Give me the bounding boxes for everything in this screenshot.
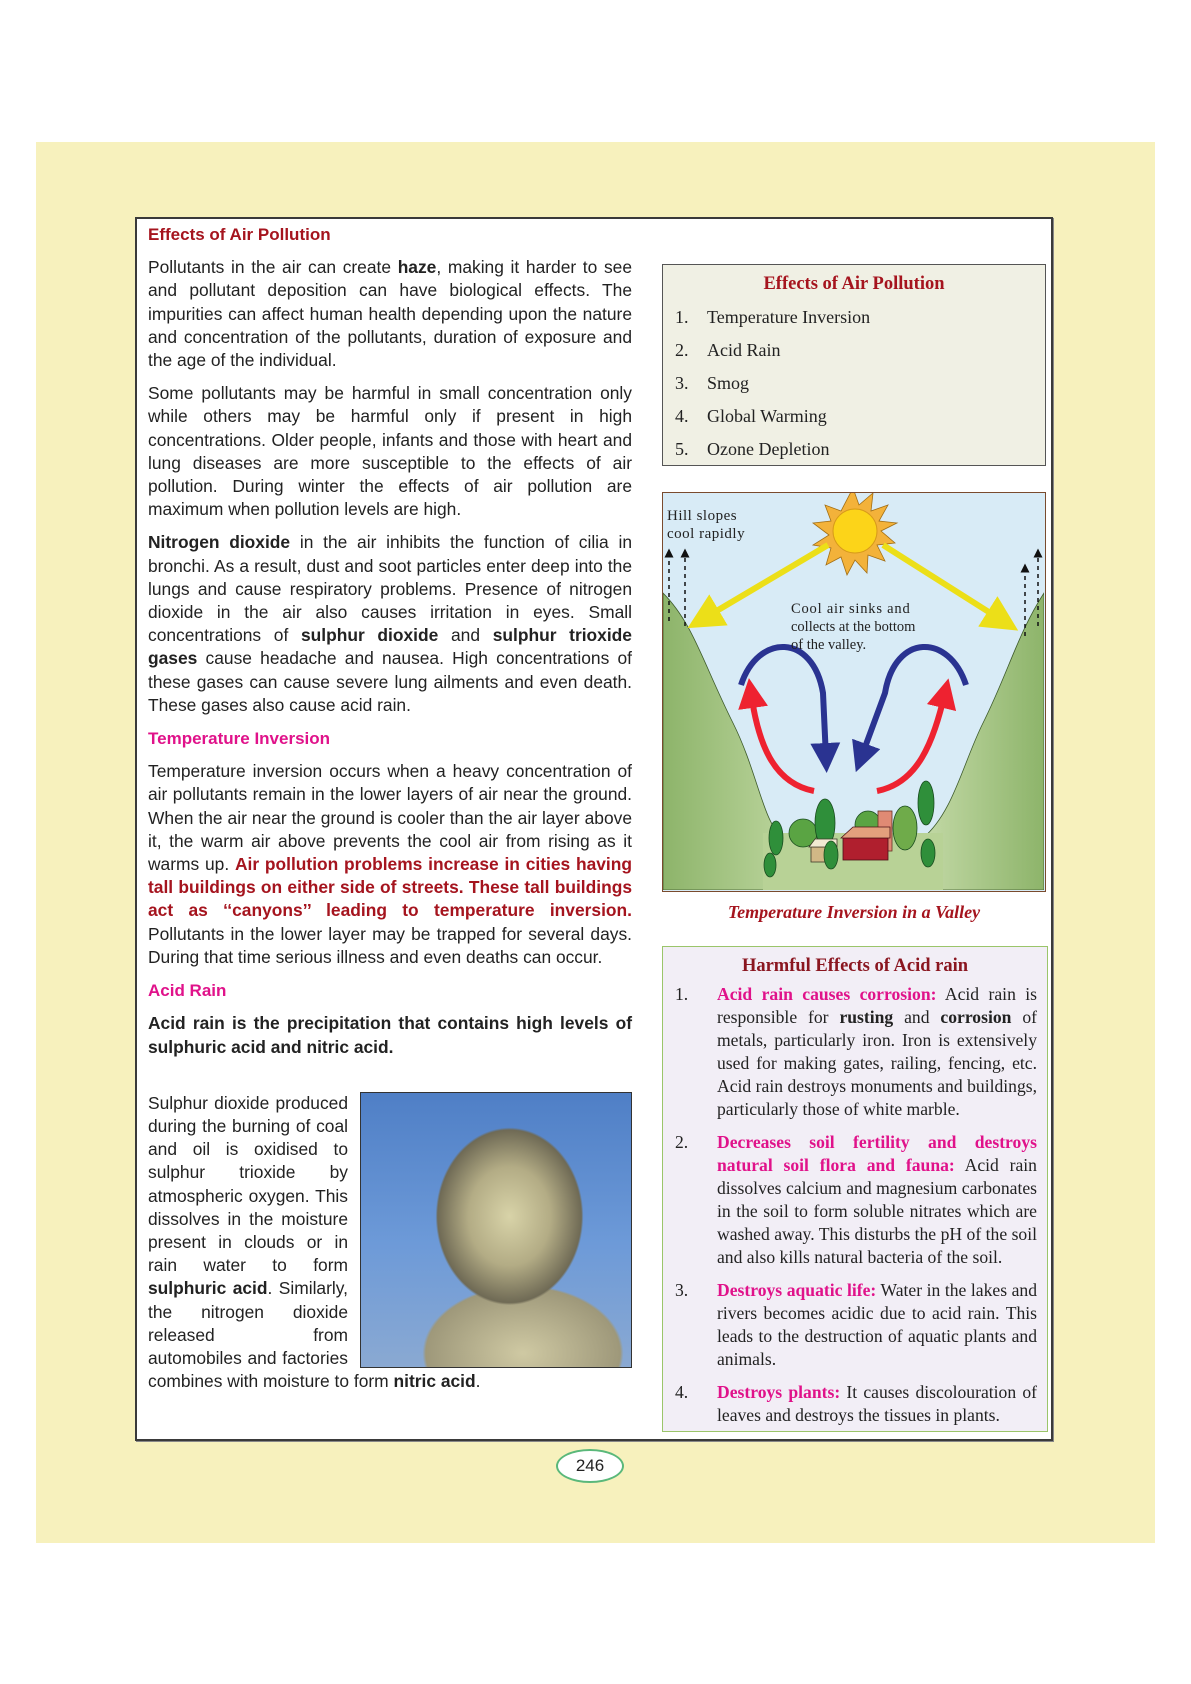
harmful-effects-acid-rain-box <box>662 946 1048 1432</box>
item-number: 3. <box>675 373 689 393</box>
spacer <box>148 1069 632 1092</box>
list-item <box>673 983 1037 1121</box>
statue-image <box>360 1092 632 1368</box>
item-text <box>717 1131 1037 1269</box>
effects-list-box <box>662 264 1046 466</box>
text: of metals, particularly iron. Iron is extensively used for making gates, railing, fencing, etc. Acid rain destroys monuments and buildings, particularly those of white marble. <box>717 1007 1037 1119</box>
paragraph-nitrogen-dioxide <box>148 531 632 717</box>
item-text <box>717 1279 1037 1371</box>
text: Pollutants in the air can create <box>148 257 398 278</box>
text: and <box>893 1007 941 1027</box>
paragraph-acid-rain-definition <box>148 1012 632 1058</box>
item-label: Acid Rain <box>707 340 781 360</box>
item-label: Smog <box>707 373 750 393</box>
text: , making it harder to see and pollutant deposition can have biological effects. The impurities can affect human health depending upon the nature and concentration of the pollutants, duration of exposure and the age of the individual. <box>148 257 633 371</box>
bold-term: corrosion <box>940 1007 1012 1027</box>
text: and <box>438 625 493 646</box>
paragraph-temperature-inversion <box>148 760 632 969</box>
bold-term: rusting <box>839 1007 894 1027</box>
cool-air-arrow-right <box>861 647 966 758</box>
content-frame <box>135 217 1053 1441</box>
temperature-inversion-diagram <box>662 492 1046 892</box>
cool-air-label <box>791 600 915 654</box>
item-heading: Destroys plants: <box>717 1382 841 1402</box>
item-heading: Acid rain causes corrosion: <box>717 984 937 1004</box>
sun-icon <box>813 493 897 575</box>
item-number: 2. <box>675 1132 689 1152</box>
list-item <box>673 1279 1037 1371</box>
item-label: Temperature Inversion <box>707 307 871 327</box>
bold-term: Nitrogen dioxide <box>148 532 291 553</box>
text: Water in the lakes and rivers becomes acidic due to acid rain. This leads to the destruction of aquatic plants and animals. <box>717 1280 1037 1369</box>
list-item <box>663 301 1045 334</box>
list-item <box>663 334 1045 367</box>
bold-term: sulphuric acid <box>148 1278 268 1299</box>
definition-text: Acid rain is the precipitation that contains high levels of sulphuric acid and nitric acid. <box>148 1013 632 1057</box>
bold-term: sulphur trioxide gases <box>148 625 632 669</box>
paragraph-acid-formation <box>148 1069 632 1394</box>
page-number: 246 <box>556 1449 624 1483</box>
list-item <box>663 367 1045 400</box>
list-item <box>673 1381 1037 1427</box>
item-text <box>717 1381 1037 1427</box>
valley-illustration <box>663 493 1044 890</box>
left-column <box>148 223 632 1393</box>
label-line: collects at the bottom <box>791 619 916 635</box>
item-number: 4. <box>675 406 689 426</box>
text: in the air inhibits the function of cilia in bronchi. As a result, dust and soot particles enter deep into the lungs and cause respiratory problems. Presence of nitrogen dioxide in the air also causes irritation in eyes. Small concentrations of <box>148 532 632 646</box>
heading-effects-of-air-pollution: Effects of Air Pollution <box>148 225 331 244</box>
text: Acid rain is responsible for <box>717 984 1038 1027</box>
text: cause headache and nausea. High concentrations of these gases can cause severe lung ailments and even death. These gases also cause acid rain. <box>148 648 632 715</box>
item-number: 2. <box>675 340 689 360</box>
text: . Similarly, the nitrogen dioxide released from automobiles and factories combines with moisture to form <box>148 1278 394 1392</box>
effects-list <box>663 301 1045 466</box>
item-text <box>717 983 1037 1121</box>
acid-box-title: Harmful Effects of Acid rain <box>741 956 969 976</box>
item-label: Global Warming <box>707 406 827 426</box>
text: Temperature inversion occurs when a heavy concentration of air pollutants remain in the lower layers of air near the ground. When the air near the ground is cooler than the air layer above it, the warm air above prevents the cool air from rising as it warms up. <box>148 761 632 875</box>
text: . <box>475 1371 481 1392</box>
item-heading: Decreases soil fertility and destroys natural soil flora and fauna: <box>717 1132 1037 1175</box>
item-number: 1. <box>675 984 689 1004</box>
list-item <box>663 400 1045 433</box>
text: It causes discolouration of leaves and destroys the tissues in plants. <box>717 1382 1037 1425</box>
item-heading: Destroys aquatic life: <box>717 1280 877 1300</box>
list-item <box>673 1131 1037 1269</box>
heading-temperature-inversion: Temperature Inversion <box>148 729 331 749</box>
bold-term: sulphur dioxide <box>300 625 439 646</box>
text: Acid rain dissolves calcium and magnesium carbonates in the soil to form soluble nitrates which are washed away. This disturbs the pH of the soil and also kills natural bacteria of the soil. <box>717 1155 1037 1267</box>
bold-term: haze <box>397 257 437 278</box>
list-item <box>663 433 1045 466</box>
highlighted-text: Air pollution problems increase in cities having tall buildings on either side of streets. These tall buildings act as ‘‘canyons’’ leading to temperature inversion. <box>148 854 632 921</box>
diagram-caption: Temperature Inversion in a Valley <box>727 902 981 922</box>
hill-slopes-label <box>667 507 745 543</box>
bold-term: nitric acid <box>393 1371 476 1392</box>
acid-rain-wrap <box>148 1069 632 1394</box>
text: Pollutants in the lower layer may be trapped for several days. During that time serious illness and even deaths can occur. <box>148 923 632 967</box>
paragraph-haze <box>148 256 632 372</box>
warm-air-arrow-right <box>877 693 945 791</box>
label-line: of the valley. <box>791 637 867 653</box>
warm-air-arrow-left <box>751 693 814 791</box>
paragraph-susceptibility: Some pollutants may be harmful in small concentration only while others may be harmful only if present in high concentrations. Older people, infants and those with heart and lung diseases are more susceptible to the effects of air pollution. During winter the effects of air pollution are maximum when pollution levels are high. <box>148 383 632 520</box>
item-number: 3. <box>675 1280 689 1300</box>
label-line: Cool air sinks and <box>791 601 911 617</box>
text: Sulphur dioxide produced during the burning of coal and oil is oxidised to sulphur trioxide by atmospheric oxygen. This dissolves in the moisture present in clouds or in rain water to form <box>148 1092 348 1276</box>
effects-box-title: Effects of Air Pollution <box>763 274 945 294</box>
label-line: cool rapidly <box>667 526 746 542</box>
item-number: 1. <box>675 307 689 327</box>
heading-acid-rain: Acid Rain <box>148 981 227 1001</box>
label-line: Hill slopes <box>667 508 738 524</box>
item-number: 4. <box>675 1382 689 1402</box>
item-number: 5. <box>675 439 689 459</box>
item-label: Ozone Depletion <box>707 439 830 459</box>
